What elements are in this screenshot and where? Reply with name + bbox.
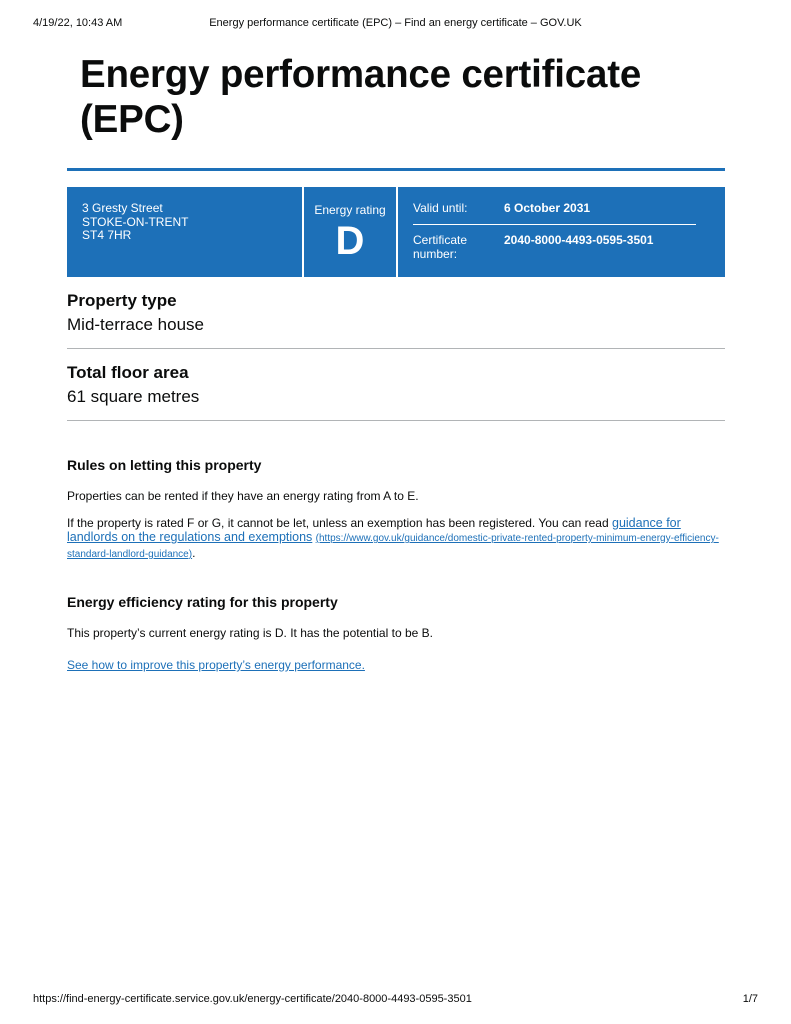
certificate-number-value: 2040-8000-4493-0595-3501: [504, 233, 654, 247]
property-address: [67, 187, 302, 277]
letting-exemptions-paragraph: [67, 516, 727, 562]
valid-until-label: Valid until:: [413, 201, 468, 215]
floor-area-heading: Total floor area: [67, 363, 189, 382]
exemptions-text-end: .: [192, 546, 196, 560]
page-title: Energy performance certificate (EPC): [80, 53, 642, 141]
improve-link-paragraph: [67, 658, 727, 672]
improve-performance-link[interactable]: See how to improve this property’s energy performance.: [67, 658, 365, 672]
landlord-guidance-link[interactable]: guidance for landlords on the regulations and exemptions: [67, 516, 681, 544]
letting-rules-paragraph: Properties can be rented if they have an energy rating from A to E.: [67, 489, 419, 503]
print-header: [0, 17, 791, 31]
print-page-number: 1/7: [742, 993, 758, 1005]
epc-summary-banner: [67, 187, 725, 277]
section-divider: [67, 420, 725, 421]
title-divider: [67, 168, 725, 171]
details-divider: [413, 224, 696, 225]
print-footer: [0, 993, 791, 1007]
certificate-number-label: [413, 234, 467, 261]
certificate-label-line: number:: [413, 246, 458, 261]
certificate-label-line: Certificate: [413, 233, 468, 247]
letting-rules-heading: Rules on letting this property: [67, 457, 262, 473]
property-type-heading: Property type: [67, 291, 177, 310]
property-type-value: Mid-terrace house: [67, 315, 205, 334]
energy-rating-label: Energy rating: [314, 203, 386, 217]
print-datetime: 4/19/22, 10:43 AM: [33, 17, 123, 29]
address-line: STOKE-ON-TRENT: [82, 214, 189, 229]
efficiency-heading: Energy efficiency rating for this property: [67, 594, 338, 610]
address-line: 3 Gresty Street: [82, 201, 163, 215]
energy-rating-panel: [304, 187, 396, 277]
certificate-details: [398, 187, 725, 277]
address-line: ST4 7HR: [82, 228, 132, 242]
section-divider: [67, 348, 725, 349]
landlord-guidance-url[interactable]: (https://www.gov.uk/guidance/domestic-private-rented-property-minimum-energy-efficiency-standard-landlord-guidance): [67, 533, 719, 560]
exemptions-text: If the property is rated F or G, it cannot be let, unless an exemption has been registered. You can read: [67, 516, 612, 530]
print-url: https://find-energy-certificate.service.gov.uk/energy-certificate/2040-8000-4493-0595-3501: [33, 993, 472, 1005]
floor-area-value: 61 square metres: [67, 387, 200, 406]
energy-rating-letter: D: [335, 219, 365, 263]
print-page-title: Energy performance certificate (EPC) – Find an energy certificate – GOV.UK: [209, 17, 582, 29]
valid-until-value: 6 October 2031: [504, 201, 591, 215]
efficiency-paragraph: This property’s current energy rating is D. It has the potential to be B.: [67, 626, 433, 640]
